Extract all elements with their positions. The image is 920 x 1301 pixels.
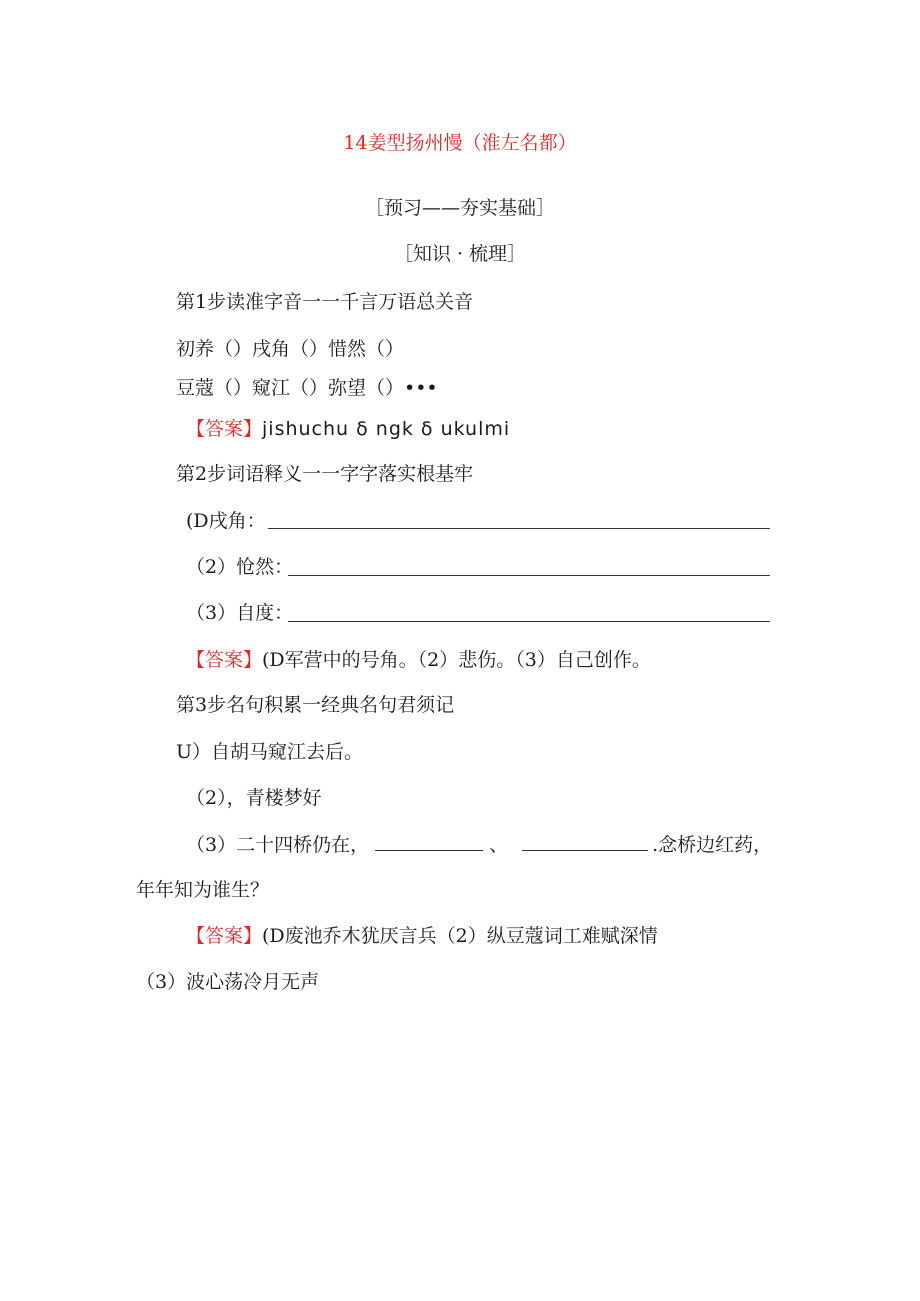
answer-text: (D军营中的号角。（2）悲伤。（3）自己创作。 <box>262 649 651 671</box>
step3-answer-continued: （3）波心荡冷月无声 <box>136 971 320 993</box>
answer-blank-line[interactable] <box>268 528 770 529</box>
answer-text: jishuchu δ ngk δ ukulmi <box>262 418 511 440</box>
step1-row2: 豆蔻（）窥江（）弥望（）••• <box>176 377 438 399</box>
step3-heading: 第3步名句积累一经典名句君须记 <box>176 694 455 716</box>
step3-answer <box>186 924 658 948</box>
answer-text: (D废池乔木犹厌言兵（2）纵豆蔻词工难赋深情 <box>262 925 658 947</box>
step2-heading: 第2步词语释义一一字字落实根基牢 <box>176 463 474 485</box>
step1-answer <box>186 417 510 441</box>
step1-heading: 第1步读准字音一一千言万语总关音 <box>176 291 474 313</box>
step2-item1 <box>186 509 266 533</box>
step3-item3 <box>186 832 772 857</box>
answer-tag: 【答案】 <box>186 925 263 947</box>
answer-blank-line[interactable] <box>522 832 648 851</box>
item3-suffix: .念桥边红药， <box>652 834 773 856</box>
step3-item3-continued: 年年知为谁生？ <box>136 879 270 901</box>
item3-sep: 、 <box>489 834 509 856</box>
section-header: ［预习——夯实基础］ <box>364 197 555 219</box>
step2-item2 <box>186 555 293 579</box>
step2-item3 <box>186 601 293 625</box>
item-label: （3）自度： <box>186 602 294 624</box>
answer-blank-line[interactable] <box>375 832 483 851</box>
step3-item2: （2），青楼梦好 <box>186 787 322 809</box>
item3-prefix: （3）二十四桥仍在， <box>186 834 370 856</box>
answer-blank-line[interactable] <box>288 575 770 576</box>
answer-tag: 【答案】 <box>186 418 263 440</box>
step1-row1: 初养（）戌角（）惜然（） <box>176 338 405 360</box>
answer-blank-line[interactable] <box>288 621 770 622</box>
step2-answer <box>186 648 651 672</box>
item-label: （2）怆然： <box>186 556 294 578</box>
subsection-header: ［知识 · 梳理］ <box>393 243 527 265</box>
item-label: (D戌角： <box>186 510 266 532</box>
document-title: 14姜型扬州慢（淮左名都） <box>343 132 577 154</box>
step3-item1: U）自胡马窥江去后。 <box>176 741 364 763</box>
answer-tag: 【答案】 <box>186 649 263 671</box>
